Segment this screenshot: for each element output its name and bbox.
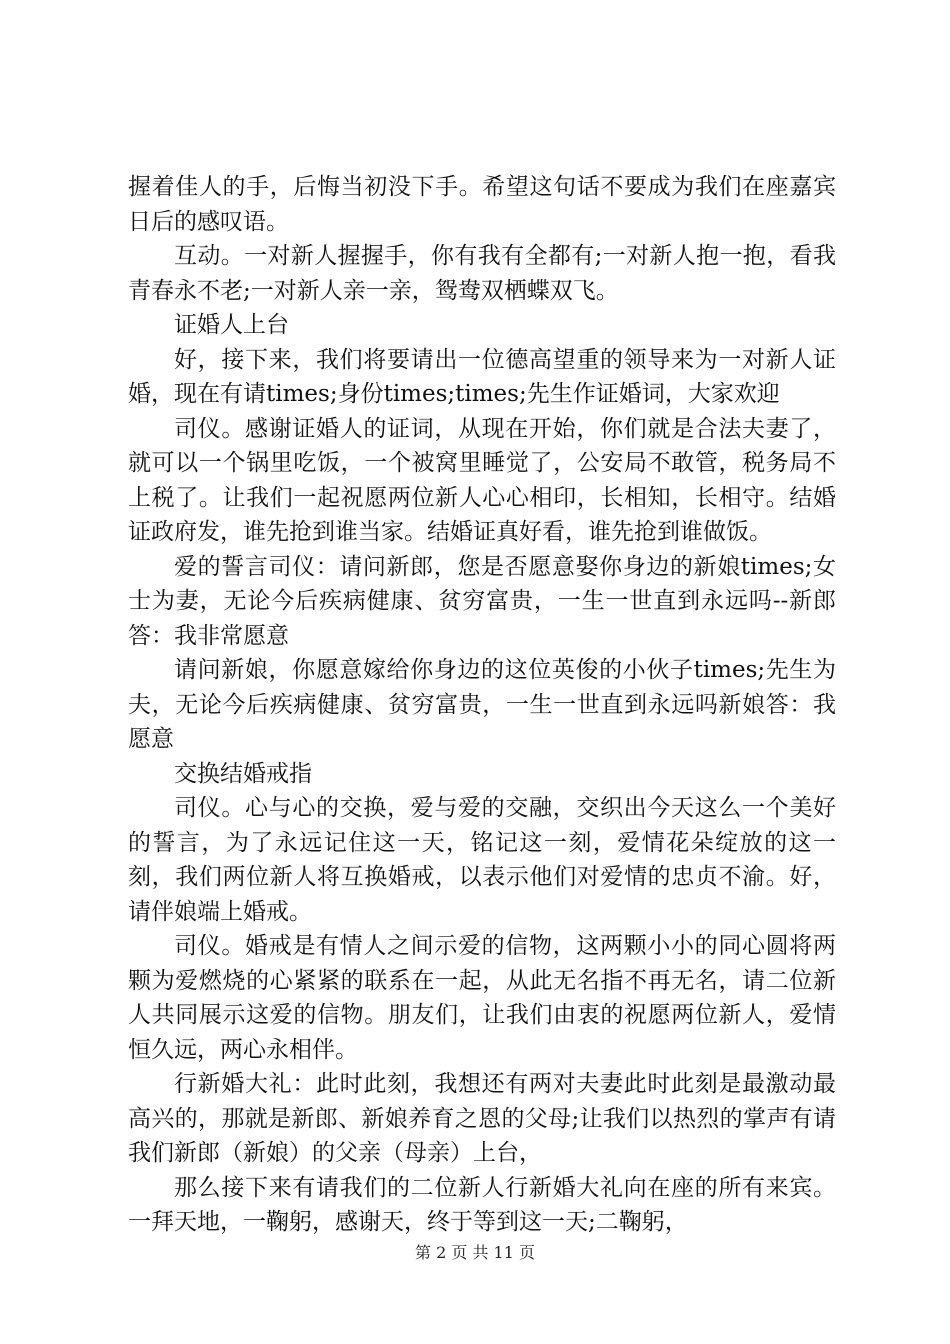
paragraph: 交换结婚戒指 [174,760,312,787]
page-number-label: 第 2 页 共 11 页 [415,1243,535,1262]
document-body [128,170,836,1240]
paragraph: 行新婚大礼：此时此刻，我想还有两对夫妻此时此刻是最激动最高兴的，那就是新郎、新娘养育之恩的父母;让我们以热烈的掌声有请我们新郎（新娘）的父亲（母亲）上台， [128,1071,836,1166]
paragraph: 那么接下来有请我们的二位新人行新婚大礼向在座的所有来宾。一拜天地，一鞠躬，感谢天，终于等到这一天;二鞠躬， [128,1174,836,1235]
paragraph: 握着佳人的手，后悔当初没下手。希望这句话不要成为我们在座嘉宾日后的感叹语。 [128,174,836,235]
paragraph: 司仪。心与心的交换，爱与爱的交融，交织出今天这么一个美好的誓言，为了永远记住这一天，铭记这一刻，爱情花朵绽放的这一刻，我们两位新人将互换婚戒，以表示他们对爱情的忠贞不渝。好，请伴娘端上婚戒。 [128,795,836,925]
paragraph: 爱的誓言司仪：请问新郎，您是否愿意娶你身边的新娘times;女士为妻，无论今后疾病健康、贫穷富贵，一生一世直到永远吗--新郎答：我非常愿意 [128,553,836,649]
paragraph: 司仪。感谢证婚人的证词，从现在开始，你们就是合法夫妻了，就可以一个锅里吃饭，一个被窝里睡觉了，公安局不敢管，税务局不上税了。让我们一起祝愿两位新人心心相印，长相知，长相守。结婚证政府发，谁先抢到谁当家。结婚证真好看，谁先抢到谁做饭。 [128,415,836,545]
page-footer [0,1240,950,1263]
paragraph: 司仪。婚戒是有情人之间示爱的信物，这两颗小小的同心圆将两颗为爱燃烧的心紧紧的联系在一起，从此无名指不再无名，请二位新人共同展示这爱的信物。朋友们，让我们由衷的祝愿两位新人，爱情恒久远，两心永相伴。 [128,933,836,1063]
paragraph: 证婚人上台 [174,312,289,338]
paragraph: 互动。一对新人握握手，你有我有全都有;一对新人抱一抱，看我青春永不老;一对新人亲一亲，鸳鸯双栖蝶双飞。 [128,243,836,304]
paragraph: 好，接下来，我们将要请出一位德高望重的领导来为一对新人证婚，现在有请times;身份times;times;先生作证婚词，大家欢迎 [128,346,836,407]
paragraph: 请问新娘，你愿意嫁给你身边的这位英俊的小伙子times;先生为夫，无论今后疾病健康、贫穷富贵，一生一世直到永远吗新娘答：我愿意 [128,657,836,752]
